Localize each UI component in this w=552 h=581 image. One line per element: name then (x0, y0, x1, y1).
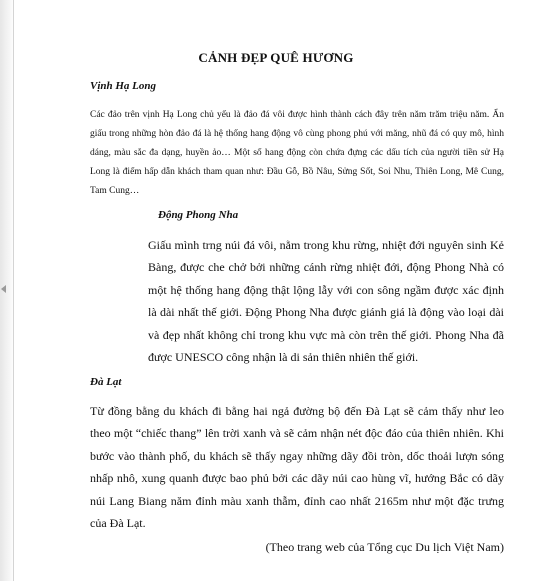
heading-da-lat: Đà Lạt (90, 376, 122, 388)
heading-phong-nha: Động Phong Nha (158, 209, 239, 221)
source-citation: (Theo trang web của Tổng cục Du lịch Việt Nam) (265, 540, 504, 554)
paragraph-da-lat: Từ đồng bằng du khách đi bằng hai ngả đường bộ đến Đà Lạt sẽ cảm thấy như leo theo một “chiếc thang” lên trời xanh và sẽ cảm nhận nét độc đáo của thiên nhiên. Khi bước vào thành phố, du khách sẽ thấy ngay những dãy đồi tròn, dốc thoải lượn sóng nhấp nhô, xung quanh được bao phủ bởi các dãy núi cao hùng vĩ, hướng Bắc có dãy núi Lang Biang năm đỉnh màu xanh thẫm, đỉnh cao nhất 2165m như một đặc trưng của Đà Lạt. (90, 404, 504, 531)
paragraph-phong-nha: Giấu mình trng núi đá vôi, nằm trong khu rừng, nhiệt đới nguyên sinh Kẻ Bàng, được che chở bởi những cánh rừng nhiệt đới, động Phong Nhà có một hệ thống hang động thật lộng lẫy với con sông ngầm được xác định là dài nhất thế giới. Động Phong Nha được giánh giá là động vào loại dài và đẹp nhất không chỉ trong khu vực mà còn trên thế giới. Phong Nha đã được UNESCO công nhận là di sản thiên nhiên thế giới. (148, 238, 504, 365)
heading-ha-long: Vịnh Hạ Long (90, 80, 157, 92)
paragraph-ha-long: Các đảo trên vịnh Hạ Long chủ yếu là đảo đá vôi được hình thành cách đây trên năm trăm triệu năm. Ẩn giấu trong những hòn đảo đá là hệ thống hang động vô cùng phong phú với măng, nhũ đá có quy mô, hình dáng, màu sắc đa dạng, huyền ảo… Một số hang động còn chứa đựng các dấu tích của người tiền sử Hạ Long là điểm hấp dẫn khách tham quan như: Đầu Gỗ, Bồ Nâu, Sửng Sốt, Soi Nhu, Thiên Long, Mê Cung, Tam Cung… (90, 110, 504, 196)
document-title: CẢNH ĐẸP QUÊ HƯƠNG (198, 50, 354, 65)
